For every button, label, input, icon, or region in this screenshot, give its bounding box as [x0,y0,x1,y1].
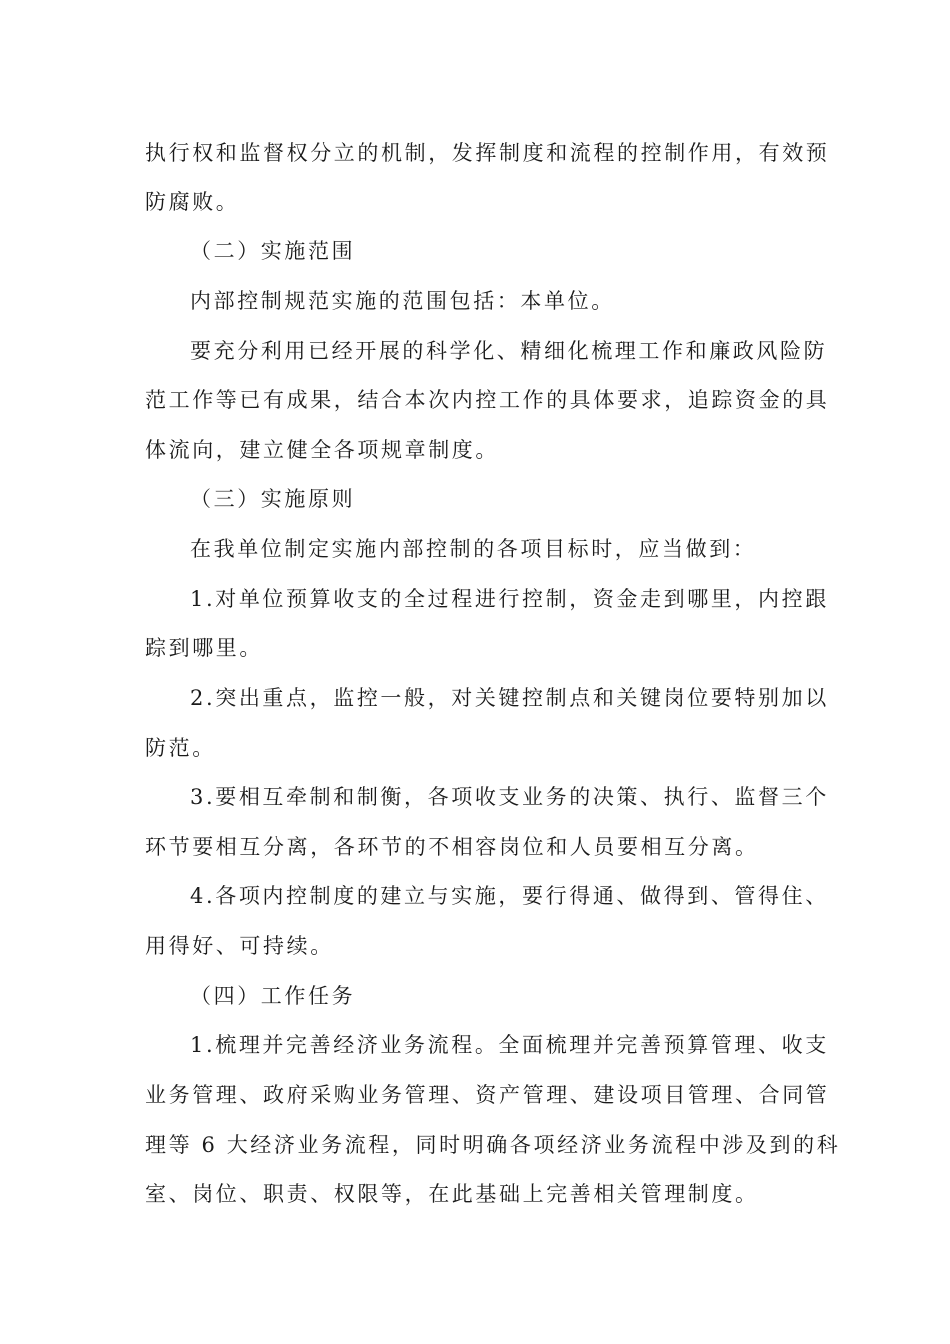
list-item: 3.要相互牵制和制衡，各项收支业务的决策、执行、监督三个 [190,785,829,809]
list-item: 4.各项内控制度的建立与实施，要行得通、做得到、管得住、 [190,884,829,908]
text-line: 体流向，建立健全各项规章制度。 [145,438,499,462]
text-line: 理等 6 大经济业务流程，同时明确各项经济业务流程中涉及到的科 [145,1133,841,1157]
list-item: 2.突出重点，监控一般，对关键控制点和关键岗位要特别加以 [190,686,829,710]
list-item: 1.对单位预算收支的全过程进行控制，资金走到哪里，内控跟 [190,587,829,611]
text-line: 业务管理、政府采购业务管理、资产管理、建设项目管理、合同管 [145,1083,830,1107]
text-line: 范工作等已有成果，结合本次内控工作的具体要求，追踪资金的具 [145,388,830,412]
section-heading: （二）实施范围 [190,239,356,263]
text-line: 执行权和监督权分立的机制，发挥制度和流程的控制作用，有效预 [145,141,830,165]
text-line: 在我单位制定实施内部控制的各项目标时，应当做到： [190,537,757,561]
text-line: 环节要相互分离，各环节的不相容岗位和人员要相互分离。 [145,835,759,859]
text-line: 用得好、可持续。 [145,934,334,958]
text-line: 踪到哪里。 [145,636,263,660]
section-heading: （四）工作任务 [190,984,356,1008]
text-line: 要充分利用已经开展的科学化、精细化梳理工作和廉政风险防 [190,339,828,363]
list-item: 1.梳理并完善经济业务流程。全面梳理并完善预算管理、收支 [190,1033,829,1057]
text-line: 室、岗位、职责、权限等，在此基础上完善相关管理制度。 [145,1182,759,1206]
section-heading: （三）实施原则 [190,487,356,511]
text-line: 防腐败。 [145,190,240,214]
text-line: 内部控制规范实施的范围包括：本单位。 [190,289,615,313]
text-line: 防范。 [145,736,216,760]
